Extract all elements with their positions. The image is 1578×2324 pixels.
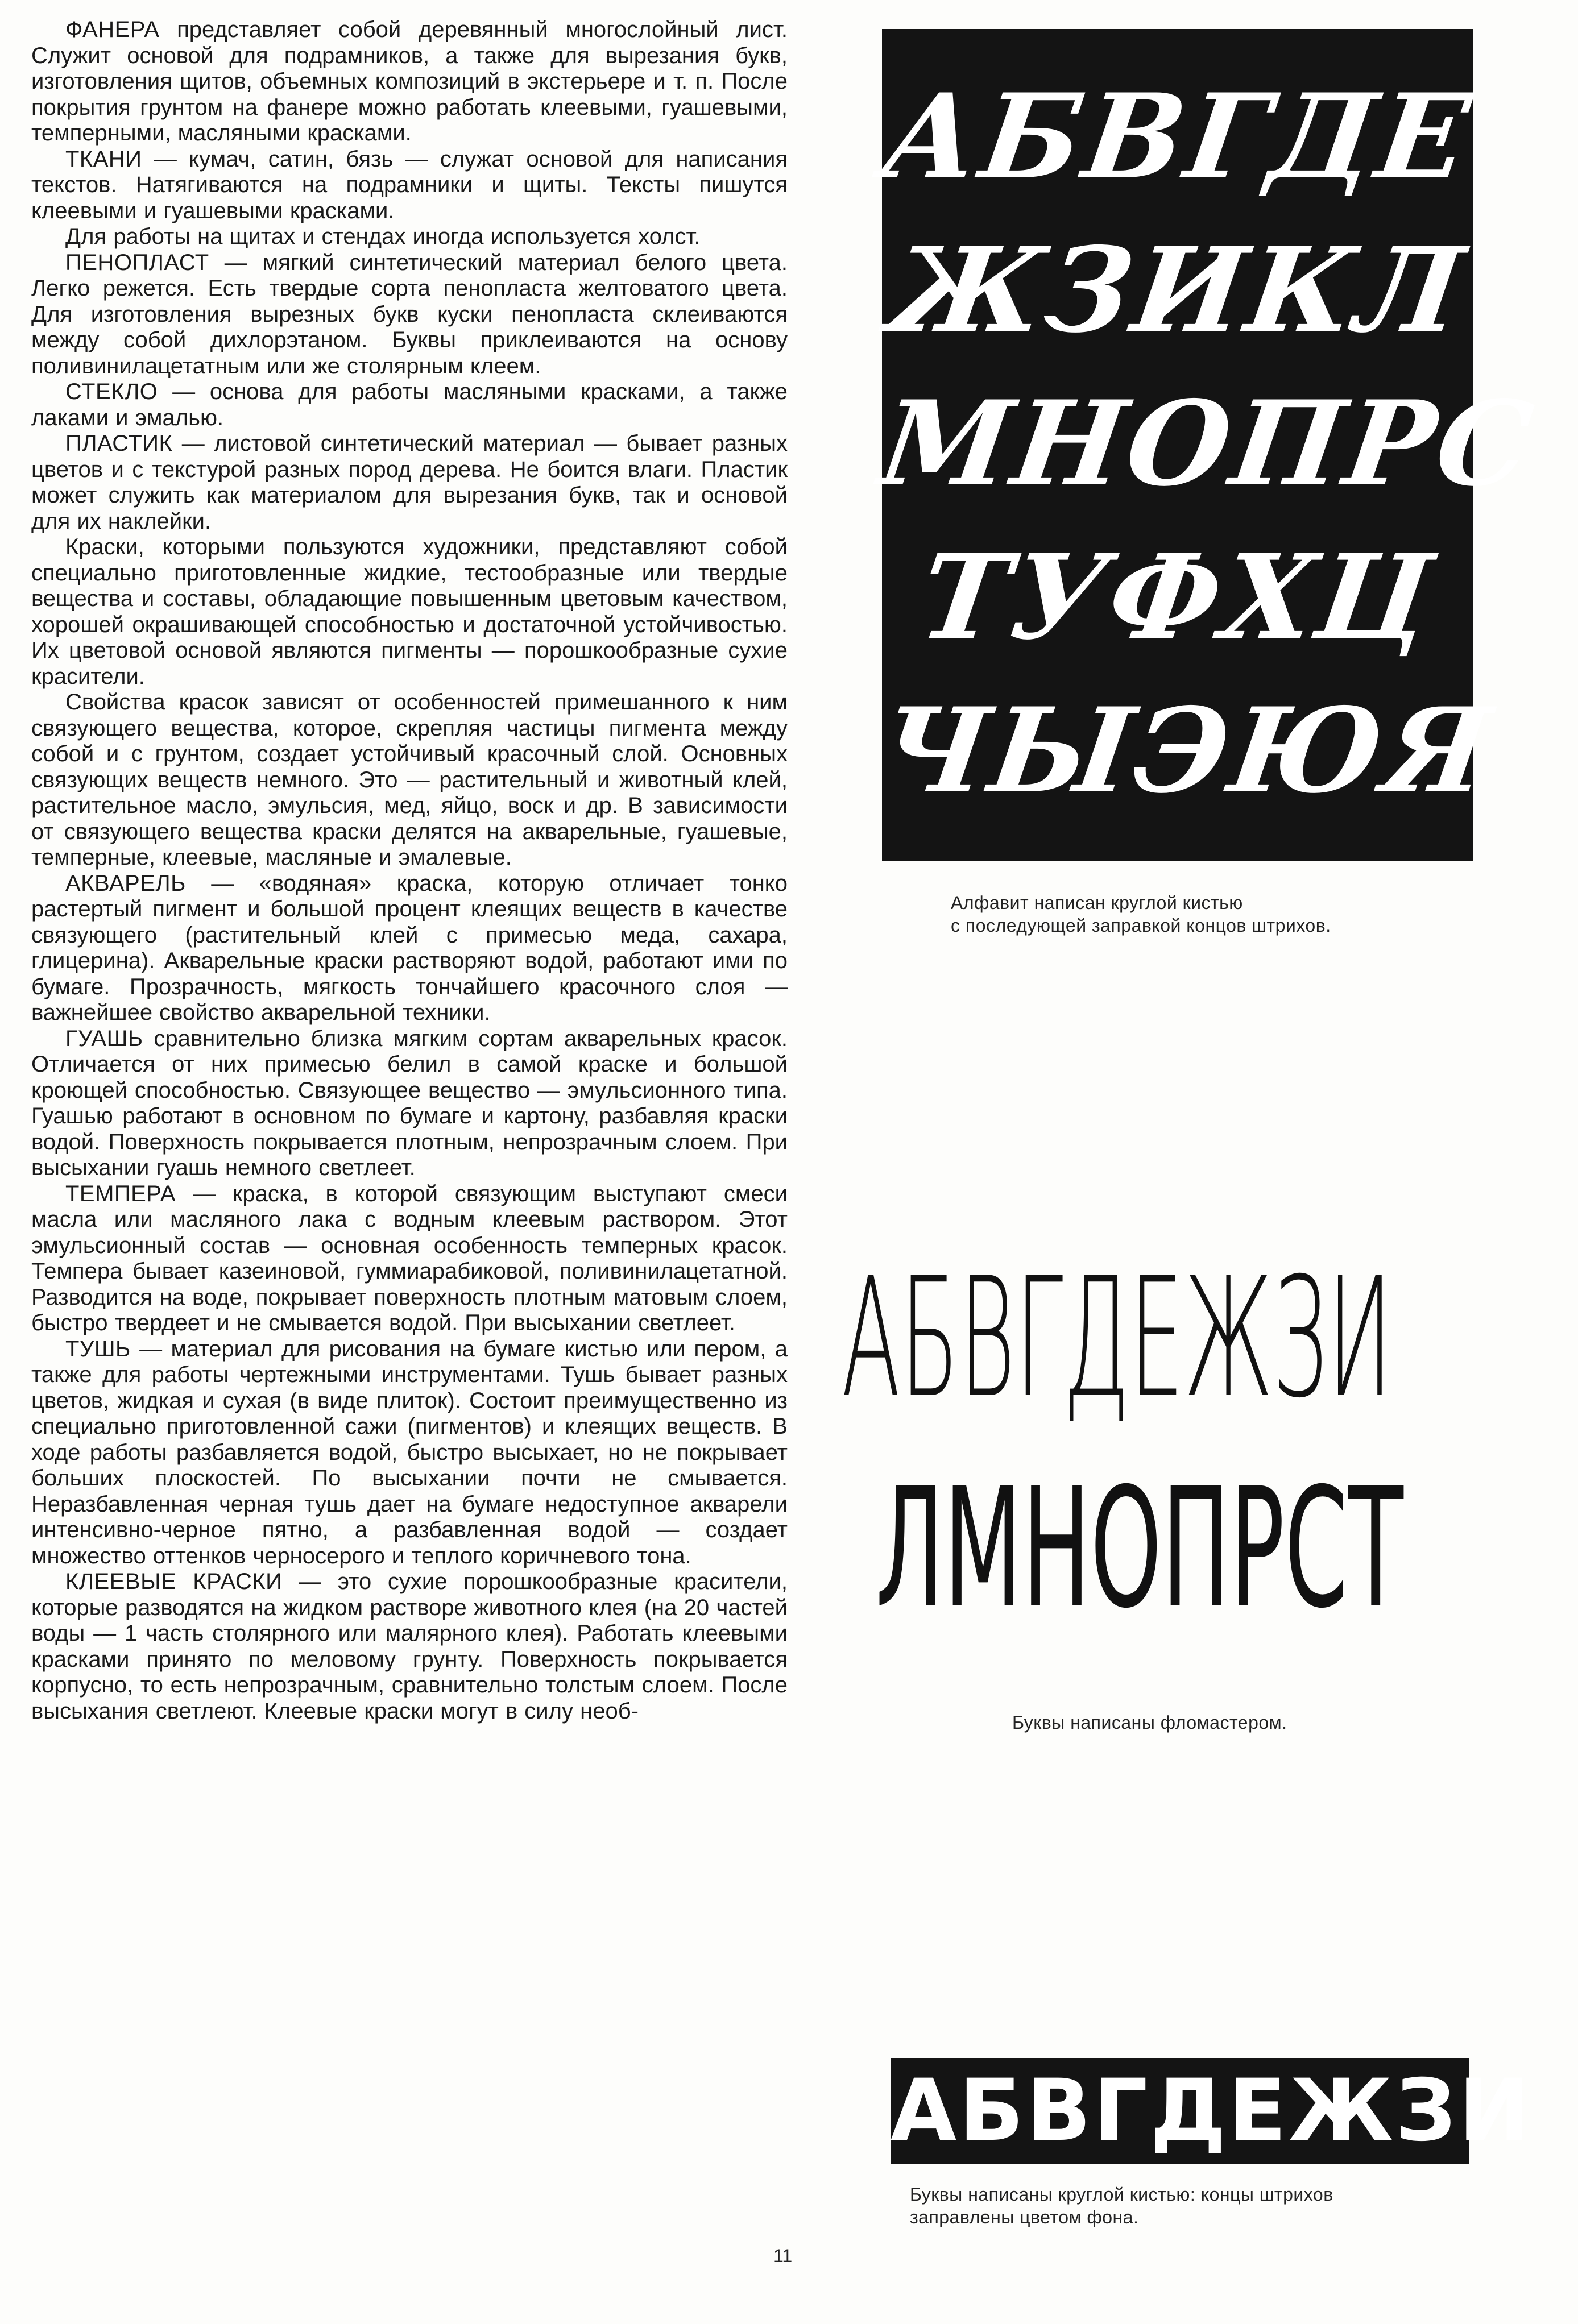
paragraph-text: представляет собой деревянный многослойный лист. Служит основой для подрамников, а также для вырезания букв, изготовления щитов, объемных композиций в экстерьере и т. п. После покрытия грунтом на фанере можно работать клеевыми, гуашевыми, темперными, масляными красками. [31,17,788,146]
term-plywood: ФАНЕРА [65,17,160,42]
brush-alphabet-row-2: ЖЗИКЛ [881,222,1474,359]
bold-alphabet-caption-line-1: Буквы написаны круглой кистью: концы штрихов [910,2184,1333,2205]
bold-alphabet-caption-line-2: заправлены цветом фона. [910,2207,1139,2227]
paragraph-watercolor [31,871,788,1026]
paragraph-text: Краски, которыми пользуются художники, представляют собой специально приготовленные жидкие, тестообразные или твердые вещества и составы, обладающие повышенным цветовым качеством, хорошей окрашивающей способностью и достаточной устойчивостью. Их цветовой основой являются пигменты — порошкообразные сухие красители. [31,534,788,689]
paragraph-ink [31,1337,788,1570]
paragraph-gouache [31,1026,788,1181]
paragraph-text: — краска, в которой связующим выступают смеси масла или масляного лака с водным клеевым раствором. Этот эмульсионный состав — основная особенность темперных красок. Темпера бывает казеиновой, гуммиарабиковой, поливинилацетатной. Разводится на воде, покрывает поверхность плотным матовым слоем, быстро твердеет и не смывается водой. При высыхании светлеет. [31,1181,788,1335]
paragraph-text: — «водяная» краска, которую отличает тонко растертый пигмент и большой процент клеящих веществ в качестве связующего (растительный клей с примесью меда, сахара, глицерина). Акварельные краски растворяют водой, работают ими по бумаге. Прозрачность, мягкость тончайшего красочного слоя — важнейшее свойство акварельной техники. [31,870,788,1025]
term-ink: ТУШЬ [65,1336,131,1362]
term-tempera: ТЕМПЕРА [65,1181,176,1206]
term-glass: СТЕКЛО [65,379,158,404]
page-number: 11 [773,2246,793,2266]
body-text-column [31,17,788,1724]
bold-alphabet-row: АБВГДЕЖЗИ [891,2061,1533,2160]
paragraph-text: — мягкий синтетический материал белого цвета. Легко режется. Есть твердые сорта пенопласта желтоватого цвета. Для изготовления вырезных букв куски пенопласта склеиваются между собой дихлорэтаном. Буквы приклеиваются на основу поливинилацетатным или же столярным клеем. [31,250,788,379]
marker-alphabet-caption: Буквы написаны фломастером. [1012,1712,1287,1733]
paragraph-text: — материал для рисования на бумаге кистью или пером, а также для работы чертежными инструментами. Тушь бывает разных цветов, жидкая и сухая (в виде плиток). Состоит преимущественно из специально приготовленной сажи (пигментов) и клеящих веществ. В ходе работы разбавляется водой, быстро высыхает, но не покрывает больших плоскостей. По высыхании почти не смывается. Неразбавленная черная тушь дает на бумаге недоступное акварели интенсивно-черное пятно, а разбавленная водой — создает множество оттенков черносерого и теплого коричневого тона. [31,1336,788,1568]
paragraph-plywood [31,17,788,147]
brush-alphabet-row-5: ЧЫЭЮЯ [872,683,1501,819]
brush-alphabet-row-4: ТУФХЦ [912,529,1444,666]
paragraph-text: — кумач, сатин, бязь — служат основой для написания текстов. Натягиваются на подрамники и щиты. Тексты пишутся клеевыми и гуашевыми красками. [31,146,788,223]
term-gouache: ГУАШЬ [65,1026,143,1051]
paragraph-text: — листовой синтетический материал — бывает разных цветов и с текстурой разных пород дерева. Не боится влаги. Пластик может служить как материалом для вырезания букв, так и основой для их наклейки. [31,431,788,534]
term-glue-paints: КЛЕЕВЫЕ КРАСКИ [65,1569,283,1594]
paragraph-plastic [31,431,788,534]
term-plastic: ПЛАСТИК [65,431,173,456]
brush-alphabet-caption-line-2: с последующей заправкой концов штрихов. [951,915,1331,936]
paragraph-glue-paints [31,1569,788,1724]
brush-alphabet-caption-line-1: Алфавит написан круглой кистью [951,893,1243,913]
brush-alphabet-row-1: АБВГДЕ [875,69,1481,205]
paragraph-text: сравнительно близка мягким сортам акварельных красок. Отличается от них примесью белил в самой краске и большой кроющей способностью. Связующее вещество — эмульсионного типа. Гуашью работают в основном по бумаге и картону, разбавляя краски водой. Поверхность покрывается плотным, непрозрачным слоем. При высыхании гуашь немного светлеет. [31,1026,788,1180]
term-foam: ПЕНОПЛАСТ [65,250,209,275]
brush-alphabet-panel [872,29,1544,861]
paragraph-canvas [31,224,788,250]
marker-alphabet-row-1: АБВГДЕЖЗИ [842,1243,1393,1434]
marker-alphabet-row-2: ЛМНОПРСТ [876,1453,1403,1645]
paragraph-text: Свойства красок зависят от особенностей примешанного к ним связующего вещества, которое, скрепляя частицы пигмента между собой и с грунтом, создает устойчивый красочный слой. Основных связующих веществ немного. Это — растительный и животный клей, растительное масло, эмульсия, мед, яйцо, воск и др. В зависимости от связующего вещества краски делятся на акварельные, гуашевые, темперные, клеевые, масляные и эмалевые. [31,690,788,870]
paragraph-paints [31,534,788,690]
bold-alphabet-panel [891,2058,1533,2164]
brush-alphabet-row-3: МНОПРС [872,376,1544,512]
paragraph-glass [31,379,788,431]
term-watercolor: АКВАРЕЛЬ [65,870,186,896]
paragraph-binders [31,690,788,871]
paragraph-foam [31,250,788,380]
paragraph-text: — основа для работы масляными красками, а также лаками и эмалью. [31,379,788,430]
paragraph-fabrics [31,147,788,225]
paragraph-text: Для работы на щитах и стендах иногда используется холст. [65,224,701,249]
term-fabrics: ТКАНИ [65,146,142,172]
paragraph-tempera [31,1181,788,1337]
paragraph-text: — это сухие порошкообразные красители, которые разводятся на жидком растворе животного клея (на 20 частей воды — 1 часть столярного или малярного клея). Работать клеевыми красками принято по меловому грунту. Поверхность покрывается корпусно, то есть непрозрачным, сравнительно толстым слоем. После высыхания светлеют. Клеевые краски могут в силу необ- [31,1569,788,1724]
